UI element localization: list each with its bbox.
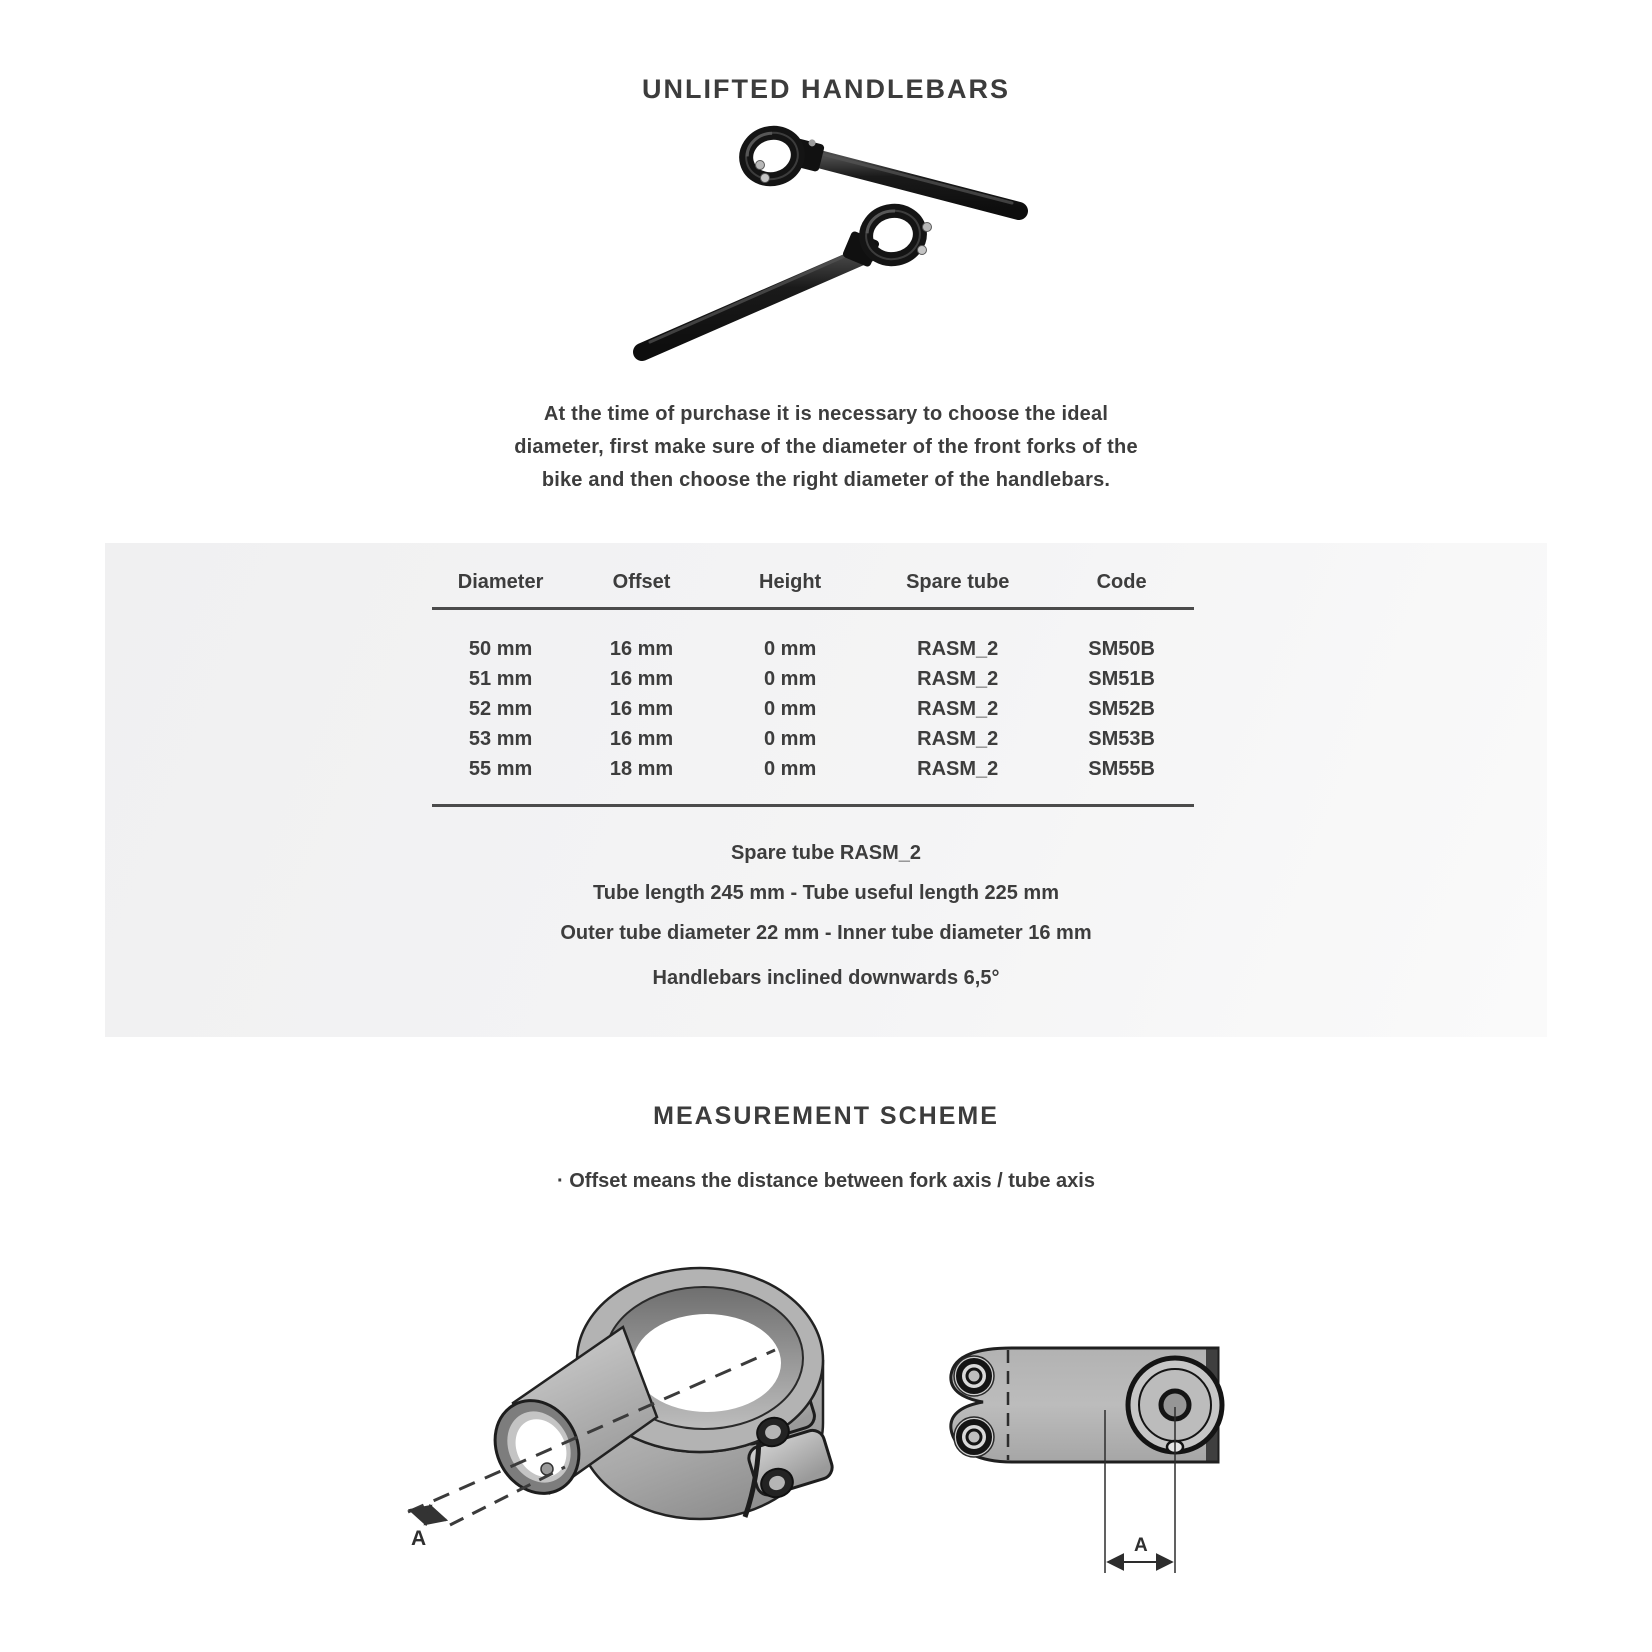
handlebar-bottom <box>642 206 932 352</box>
table-cell: 52 mm <box>468 697 533 720</box>
dimension-arrow <box>410 1510 446 1520</box>
table-cell: SM53B <box>1088 727 1155 750</box>
table-cell: SM50B <box>1088 637 1155 660</box>
table-cell: 55 mm <box>468 757 533 780</box>
table-cell: 16 mm <box>609 667 674 690</box>
table-cell: SM52B <box>1088 697 1155 720</box>
col-header-spare-tube: Spare tube <box>866 557 1049 609</box>
measurement-scheme-title: MEASUREMENT SCHEME <box>653 1102 999 1130</box>
inclination-note: Handlebars inclined downwards 6,5° <box>652 967 1000 989</box>
table-row <box>432 754 1194 806</box>
table-cell: 16 mm <box>609 697 674 720</box>
product-photo <box>560 106 1060 396</box>
dimension-label-a: A <box>411 1527 427 1550</box>
spec-table <box>432 557 1194 807</box>
tube-length-note: Tube length 245 mm - Tube useful length 225 mm <box>593 882 1059 904</box>
page-title: UNLIFTED HANDLEBARS <box>642 74 1010 104</box>
table-cell: 50 mm <box>468 637 533 660</box>
col-header-height: Height <box>714 557 866 609</box>
table-cell: 51 mm <box>468 667 533 690</box>
col-header-offset: Offset <box>569 557 714 609</box>
table-cell: 16 mm <box>609 727 674 750</box>
table-cell: 0 mm <box>763 727 817 750</box>
table-cell: RASM_2 <box>917 757 999 780</box>
col-header-code: Code <box>1049 557 1194 609</box>
table-row <box>432 694 1194 724</box>
col-header-diameter: Diameter <box>432 557 569 609</box>
clamp-bore-hole <box>633 1314 781 1412</box>
table-cell: 53 mm <box>468 727 533 750</box>
table-cell: RASM_2 <box>917 697 999 720</box>
intro-line: diameter, first make sure of the diameter of the front forks of the <box>514 436 1138 458</box>
table-cell: 18 mm <box>609 757 674 780</box>
spare-tube-title: Spare tube RASM_2 <box>730 842 922 864</box>
handlebar-top <box>741 127 1019 211</box>
dimension-label-a: A <box>1134 1535 1148 1556</box>
clamp-3d-drawing <box>385 1255 885 1570</box>
offset-definition: · Offset means the distance between fork axis / tube axis <box>557 1170 1095 1192</box>
table-cell: RASM_2 <box>917 667 999 690</box>
spare-tube-notes <box>105 833 1547 953</box>
table-cell: 0 mm <box>763 697 817 720</box>
table-row <box>432 724 1194 754</box>
table-row <box>432 609 1194 665</box>
table-cell: 16 mm <box>609 637 674 660</box>
table-cell: RASM_2 <box>917 727 999 750</box>
spec-panel <box>105 543 1547 1037</box>
intro-line: At the time of purchase it is necessary to choose the ideal <box>543 403 1109 425</box>
intro-line: bike and then choose the right diameter of the handlebars. <box>541 469 1111 491</box>
table-cell: RASM_2 <box>917 637 999 660</box>
table-cell: SM51B <box>1088 667 1155 690</box>
table-row <box>432 664 1194 694</box>
table-cell: 0 mm <box>763 757 817 780</box>
table-header-row <box>432 557 1194 609</box>
tube-diameter-note: Outer tube diameter 22 mm - Inner tube diameter 16 mm <box>560 922 1092 944</box>
table-cell: 0 mm <box>763 637 817 660</box>
intro-text <box>0 398 1652 497</box>
clamp-side-drawing <box>940 1335 1250 1585</box>
table-cell: 0 mm <box>763 667 817 690</box>
table-cell: SM55B <box>1088 757 1155 780</box>
